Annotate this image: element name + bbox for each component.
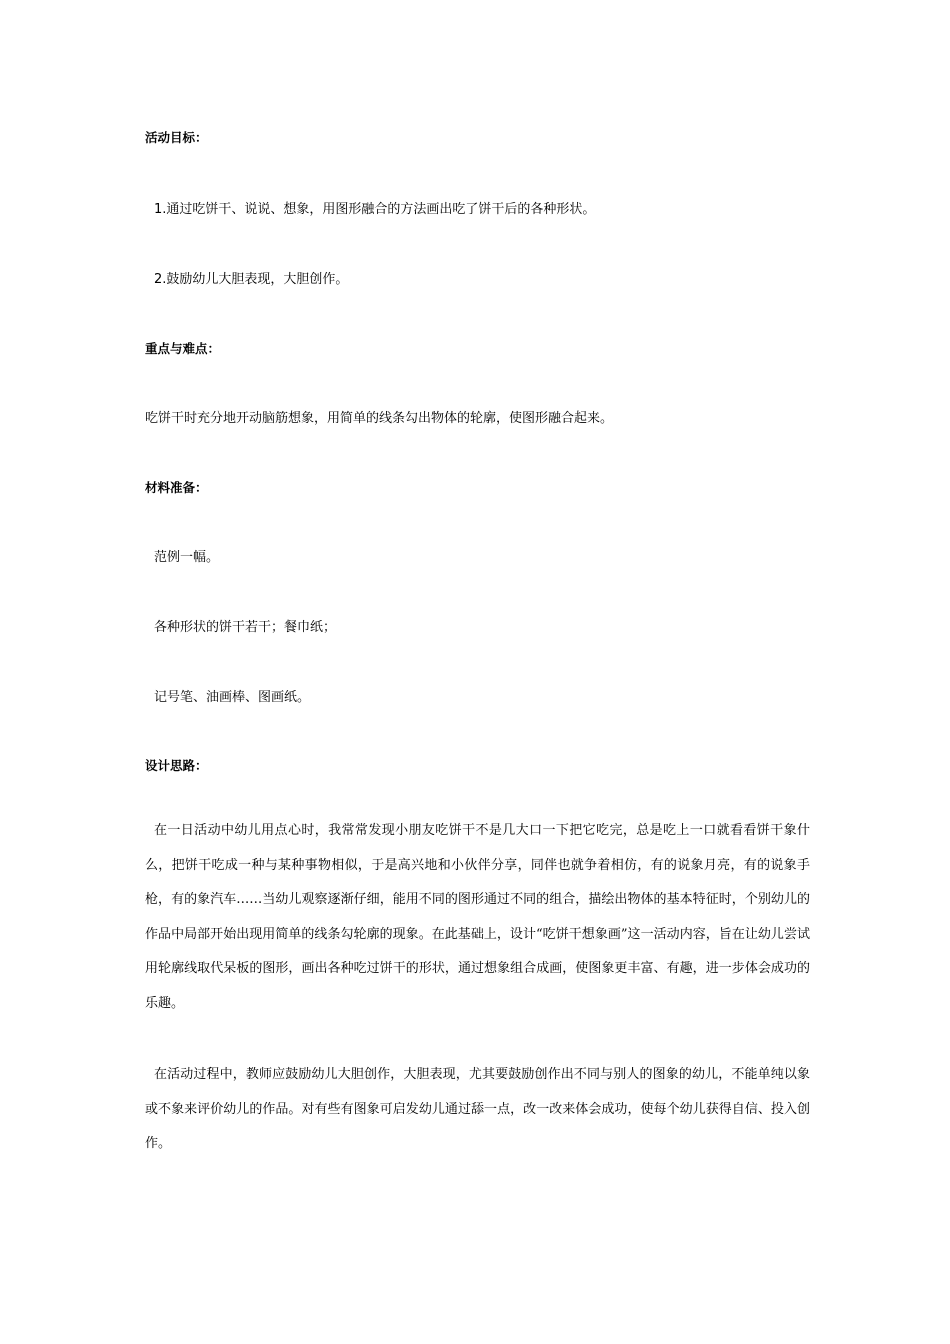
key-points-text: 吃饼干时充分地开动脑筋想象，用简单的线条勾出物体的轮廓，使图形融合起来。 <box>145 411 614 426</box>
goal-item-1-text: 通过吃饼干、说说、想象，用图形融合的方法画出吃了饼干后的各种形状。 <box>166 202 596 217</box>
goal-item-2 <box>145 268 819 287</box>
goal-item-1 <box>145 198 819 217</box>
design-paragraph-1: 在一日活动中幼儿用点心时，我常常发现小朋友吃饼干不是几大口一下把它吃完，总是吃上一口就看看饼干象什么，把饼干吃成一种与某种事物相似，于是高兴地和小伙伴分享，同伴也就争着相仿，有的说象月亮，有的说象手枪，有的象汽车……当幼儿观察逐渐仔细，能用不同的图形通过不同的组合，描绘出物体的基本特征时，个别幼儿的作品中局部开始出现用简单的线条勾轮廓的现象。在此基础上，设计“吃饼干想象画”这一活动内容，旨在让幼儿尝试用轮廓线取代呆板的图形，画出各种吃过饼干的形状，通过想象组合成画，使图象更丰富、有趣，进一步体会成功的乐趣。 <box>145 823 810 1011</box>
material-item-1: 范例一幅。 <box>154 550 220 565</box>
materials-heading: 材料准备： <box>145 480 208 495</box>
design-heading: 设计思路： <box>145 758 208 773</box>
goal-item-1-number: 1. <box>154 202 167 217</box>
goal-item-2-text: 鼓励幼儿大胆表现，大胆创作。 <box>166 272 349 287</box>
material-item-3: 记号笔、油画棒、图画纸。 <box>154 690 311 705</box>
design-paragraph-2: 在活动过程中，教师应鼓励幼儿大胆创作，大胆表现，尤其要鼓励创作出不同与别人的图象的幼儿，不能单纯以象或不象来评价幼儿的作品。对有些有图象可启发幼儿通过舔一点，改一改来体会成功，使每个幼儿获得自信、投入创作。 <box>145 1067 810 1151</box>
key-points-heading: 重点与难点： <box>145 341 221 356</box>
goals-heading: 活动目标： <box>145 130 208 145</box>
goal-item-2-number: 2. <box>154 272 167 287</box>
material-item-2: 各种形状的饼干若干；餐巾纸； <box>154 620 337 635</box>
